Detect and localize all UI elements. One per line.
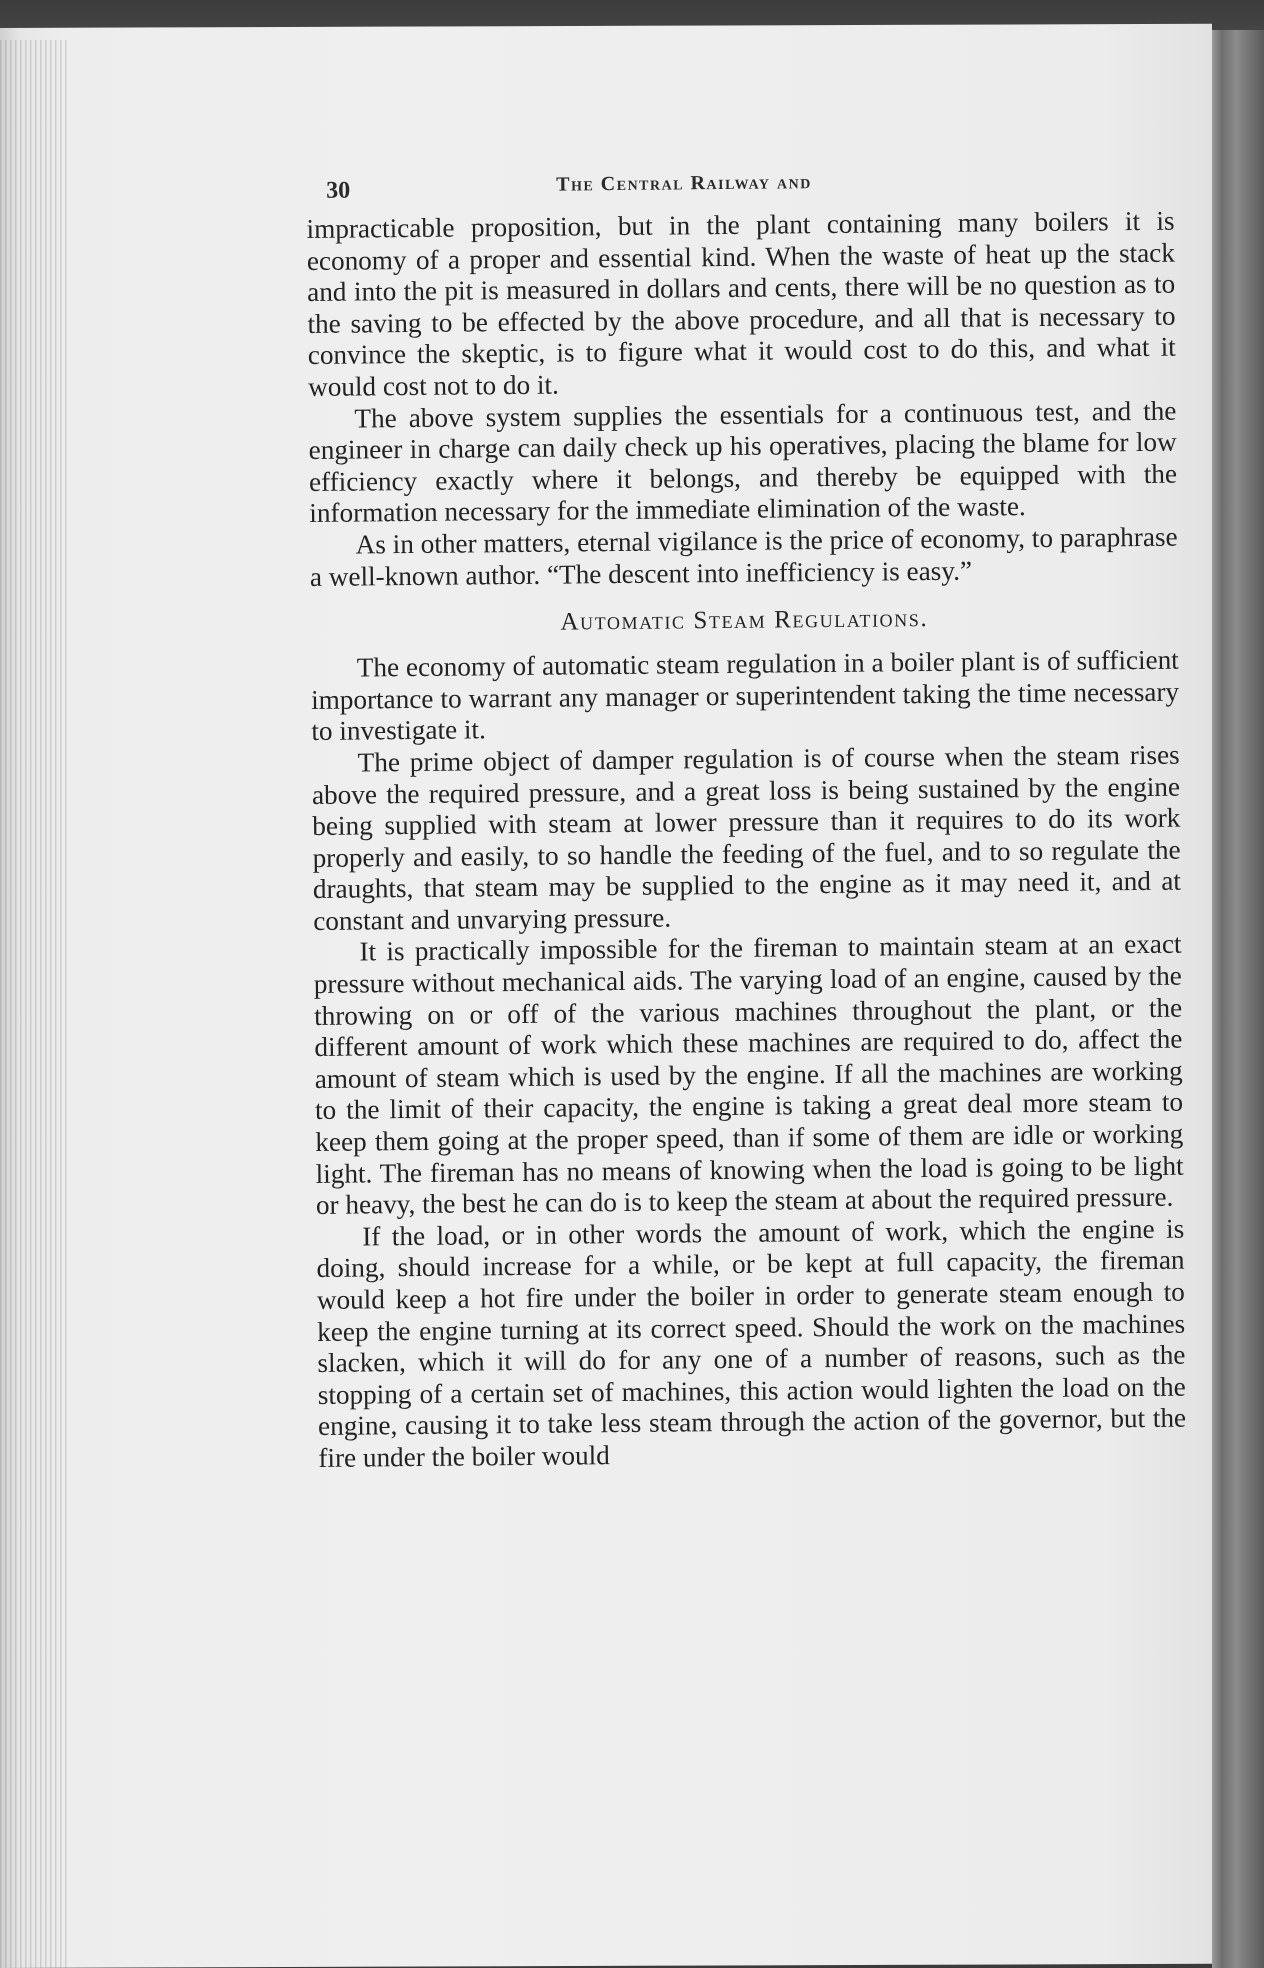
paragraph: If the load, or in other words the amount of work, which the engine is doing, should increase for a while, or be kept at full capacity, the fireman would keep a hot fire under the boiler in order to generate steam enough to keep the engine turning at its correct speed. Should the work on the machines slacken, which it will do for any one of a number of reasons, such as the stopping of a certain set of machines, this action would lighten the load on the engine, causing it to take less steam through the action of the governor, but the fire under the boiler would: [316, 1213, 1187, 1473]
paragraph: It is practically impossible for the fireman to maintain steam at an exact pressure without mechanical aids. The varying load of an engine, caused by the throwing on or off of the various machines throughout the plant, or the different amount of work which these machines are required to do, affect the amount of steam which is used by the engine. If all the machines are working to the limit of their capacity, the engine is taking a great deal more steam to keep them going at the proper speed, than if some of them are idle or working light. The fireman has no means of knowing when the load is going to be light or heavy, the best he can do is to keep the steam at about the required pressure.: [313, 929, 1184, 1221]
binding-shadow: [1212, 30, 1264, 1968]
page-text-block: [306, 160, 1187, 1475]
running-title: The Central Railway and: [556, 171, 812, 196]
paragraph: As in other matters, eternal vigilance is the price of economy, to paraphrase a well-known author. “The descent into inefficiency is easy.”: [309, 521, 1178, 592]
running-head: [306, 160, 1174, 208]
paragraph: The above system supplies the essentials for a continuous test, and the engineer in charge can daily check up his operatives, placing the blame for low efficiency exactly where it belongs, and thereby be equipped with the information necessary for the immediate elimination of the waste.: [308, 395, 1178, 529]
page-edge-stack: [0, 40, 70, 1968]
page-number: 30: [326, 177, 351, 204]
paragraph: The economy of automatic steam regulation in a boiler plant is of sufficient importance to warrant any manager or superintendent taking the time necessary to investigate it.: [310, 644, 1180, 747]
section-heading: Automatic Steam Regulations.: [560, 605, 929, 636]
paragraph: The prime object of damper regulation is of course when the steam rises above the required pressure, and a great loss is being sustained by the engine being supplied with steam at lower pressure than it requires to do its work properly and easily, to so handle the feeding of the fuel, and to so regulate the draughts, that steam may be supplied to the engine as it may need it, and at constant and unvarying pressure.: [311, 739, 1182, 936]
paragraph-continued: impracticable proposition, but in the plant containing many boilers it is economy of a proper and essential kind. When the waste of heat up the stack and into the pit is measured in dollars and cents, there will be no question as to the saving to be effected by the above procedure, and all that is necessary to convince the skeptic, is to figure what it would cost to do this, and what it would cost not to do it.: [306, 205, 1176, 402]
